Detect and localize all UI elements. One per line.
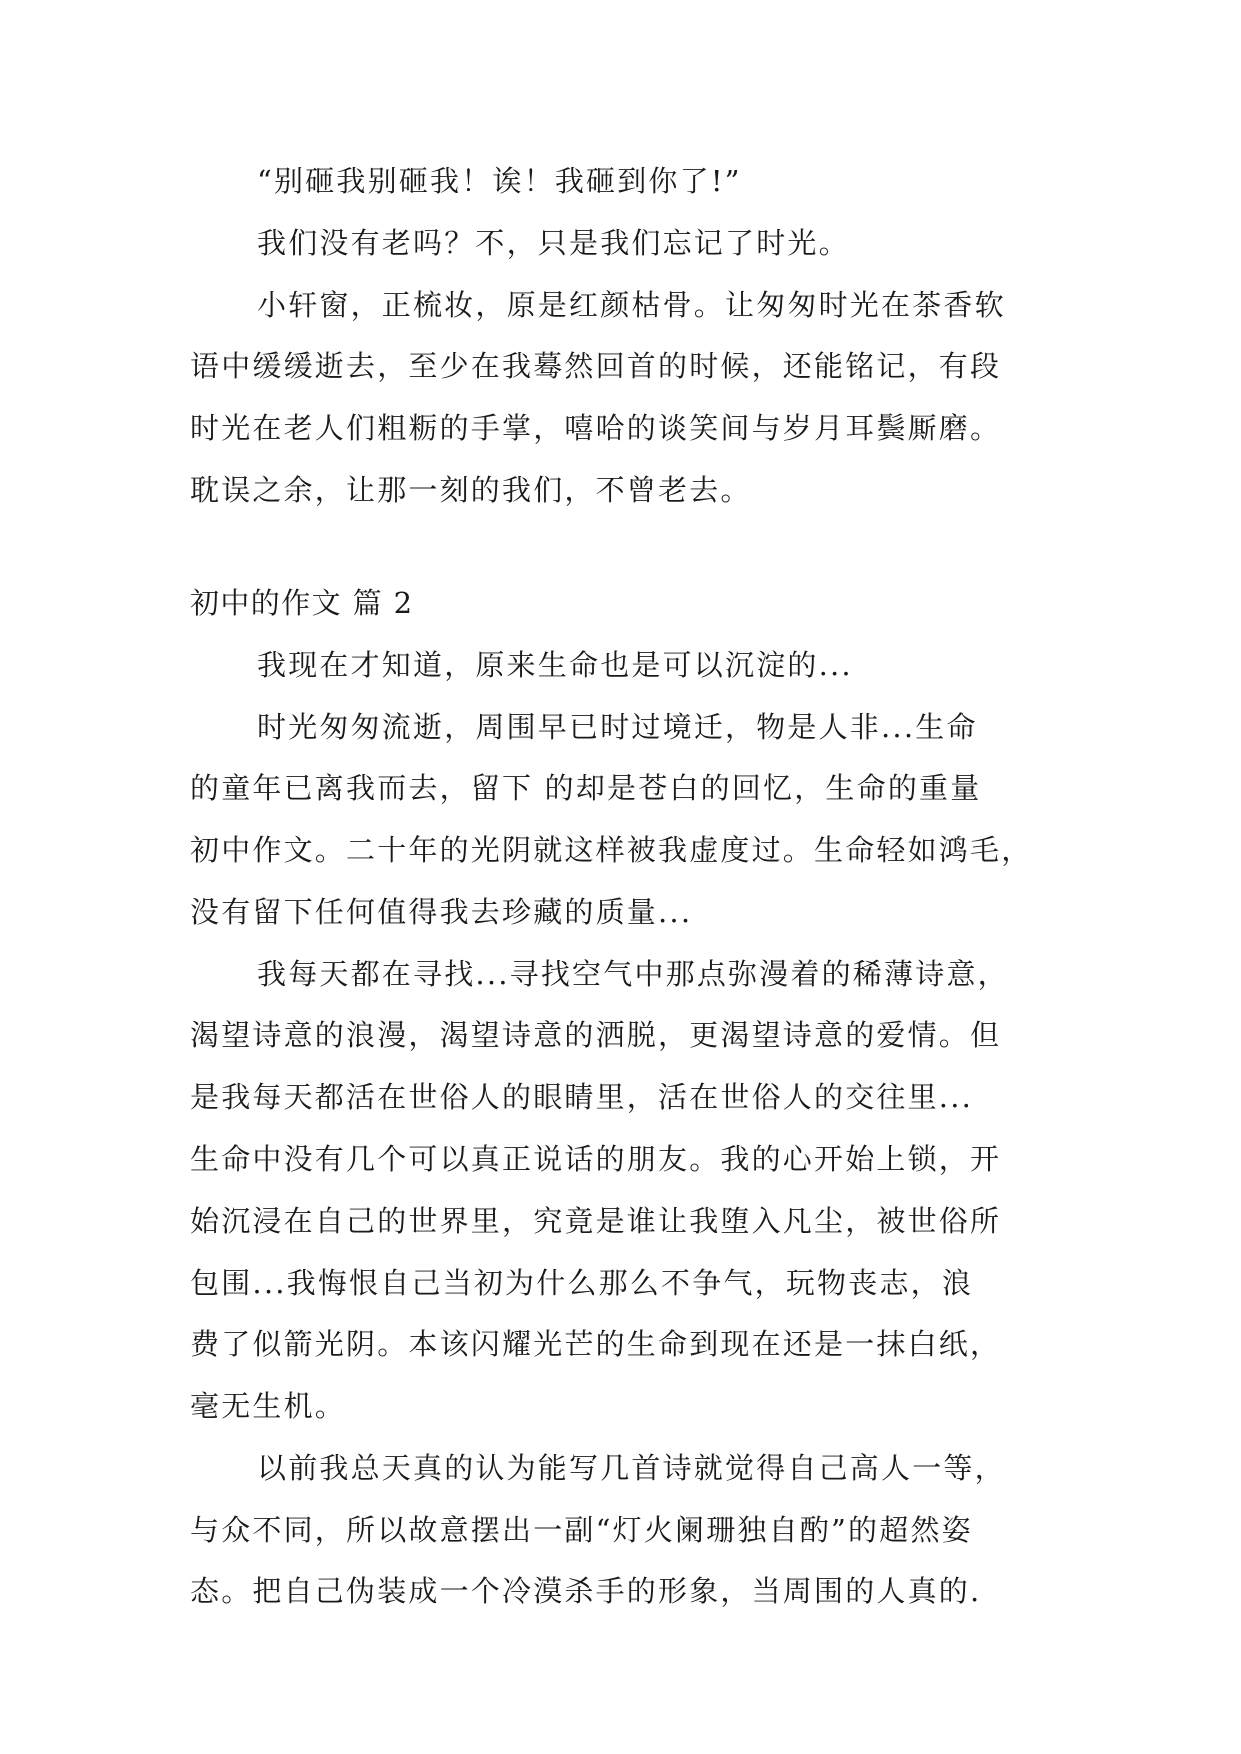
paragraph-line: 我们没有老吗？不，只是我们忘记了时光。 (257, 226, 850, 260)
paragraph-line: 与众不同，所以故意摆出一副“灯火阑珊独自酌”的超然姿 (190, 1513, 973, 1547)
paragraph-line: 费了似箭光阴。本该闪耀光芒的生命到现在还是一抹白纸， (190, 1327, 1002, 1361)
section-title: 初中的作文 篇 2 (190, 586, 414, 620)
paragraph-line: 的童年已离我而去，留下 的却是苍白的回忆，生命的重量 (190, 771, 982, 805)
paragraph-line: 以前我总天真的认为能写几首诗就觉得自己高人一等， (257, 1451, 1006, 1485)
paragraph-line: 时光匆匆流逝，周围早已时过境迁，物是人非...生命 (257, 710, 978, 744)
paragraph-line: “别砸我别砸我！诶！我砸到你了!” (257, 164, 742, 198)
paragraph-line: 时光在老人们粗粝的手掌，嘻哈的谈笑间与岁月耳鬓厮磨。 (190, 411, 1002, 445)
paragraph-line: 渴望诗意的浪漫，渴望诗意的洒脱，更渴望诗意的爱情。但 (190, 1018, 1002, 1052)
paragraph-line: 小轩窗，正梳妆，原是红颜枯骨。让匆匆时光在茶香软 (257, 288, 1006, 322)
paragraph-line: 毫无生机。 (190, 1389, 347, 1423)
paragraph-line: 初中作文。二十年的光阴就这样被我虚度过。生命轻如鸿毛， (190, 833, 1033, 867)
paragraph-line: 始沉浸在自己的世界里，究竟是谁让我堕入凡尘，被世俗所 (190, 1204, 1002, 1238)
paragraph-line: 我每天都在寻找...寻找空气中那点弥漫着的稀薄诗意， (257, 957, 1009, 991)
paragraph-line: 语中缓缓逝去，至少在我蓦然回首的时候，还能铭记，有段 (190, 349, 1002, 383)
paragraph-line: 我现在才知道，原来生命也是可以沉淀的... (257, 648, 853, 682)
paragraph-line: 是我每天都活在世俗人的眼睛里，活在世俗人的交往里... (190, 1080, 974, 1114)
paragraph-line: 生命中没有几个可以真正说话的朋友。我的心开始上锁，开 (190, 1142, 1002, 1176)
paragraph-line: 耽误之余，让那一刻的我们，不曾老去。 (190, 473, 752, 507)
paragraph-line: 包围...我悔恨自己当初为什么那么不争气，玩物丧志，浪 (190, 1266, 974, 1300)
paragraph-line: 态。把自己伪装成一个冷漠杀手的形象，当周围的人真的. (190, 1574, 982, 1608)
paragraph-line: 没有留下任何值得我去珍藏的质量... (190, 895, 693, 929)
